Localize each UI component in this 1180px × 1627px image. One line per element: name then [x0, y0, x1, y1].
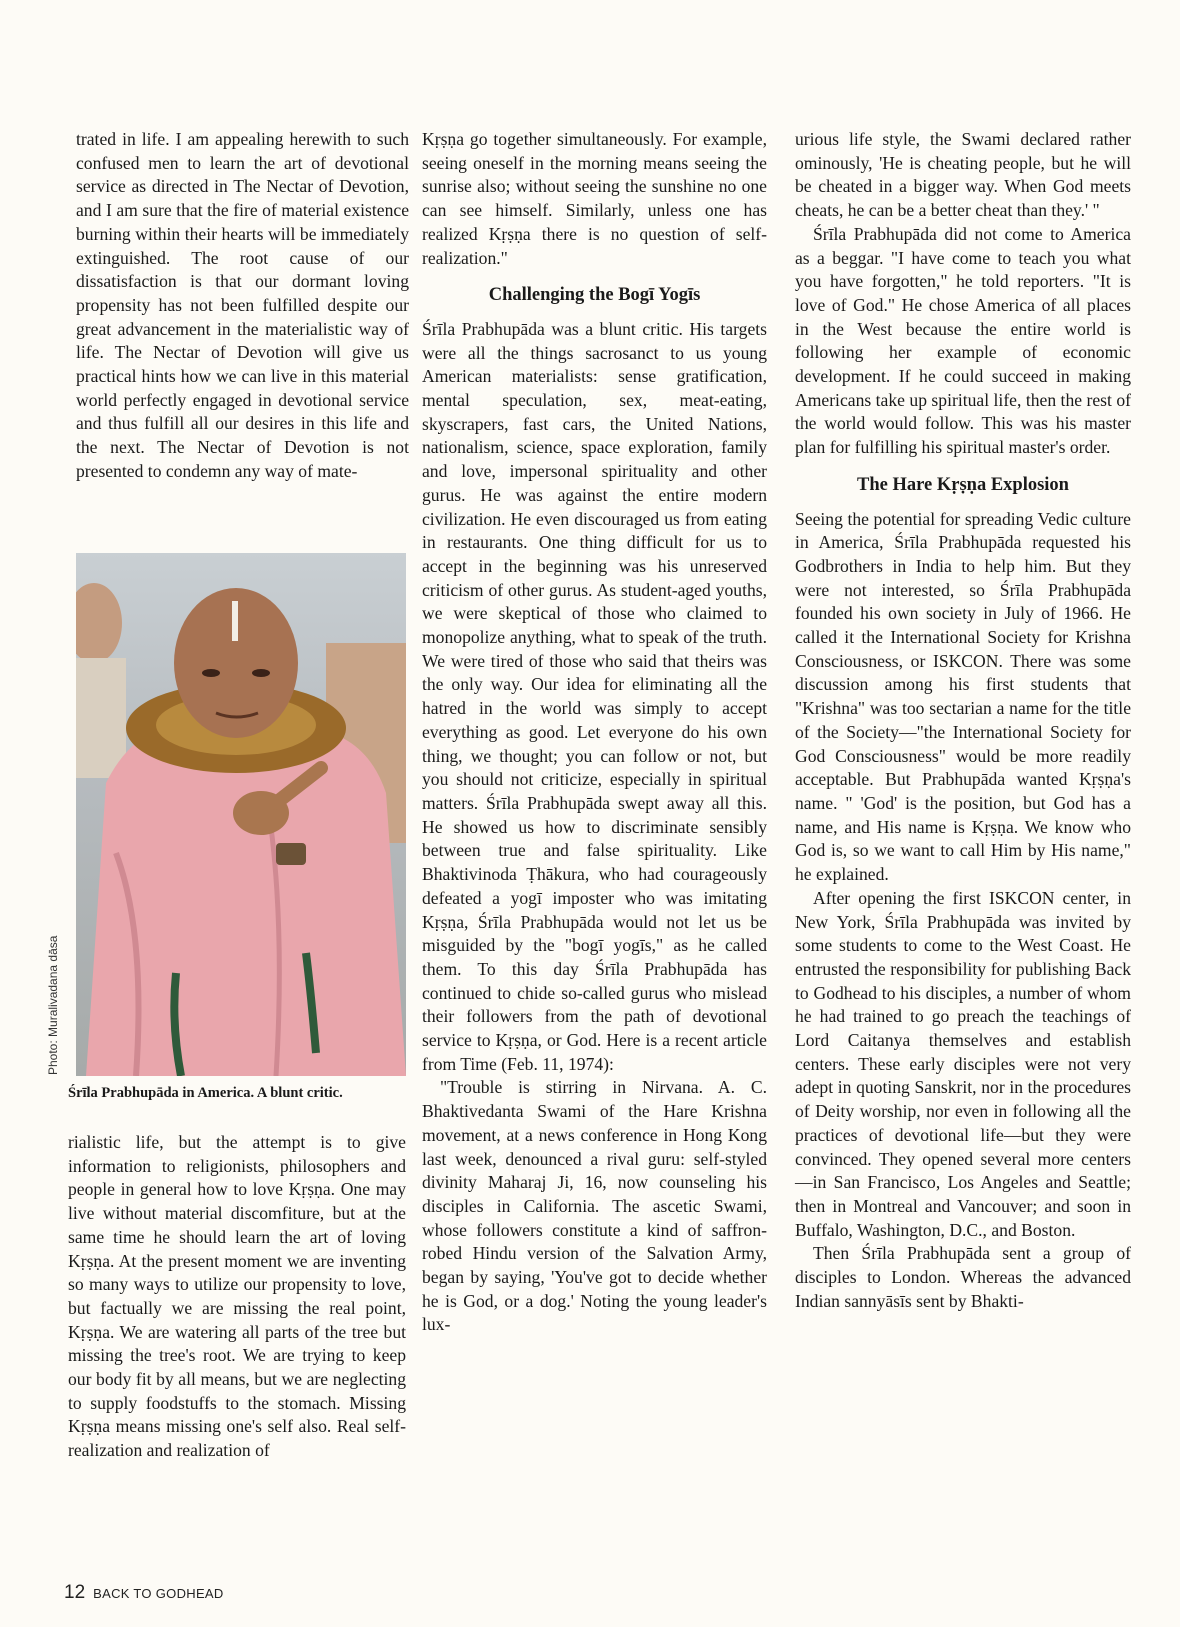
photo-prabhupada	[76, 553, 406, 1076]
eye	[252, 669, 270, 677]
pink-coat	[86, 728, 406, 1076]
paragraph: After opening the first ISKCON center, in New York, Śrīla Prabhupāda was invited by some students to come to the West Coast. He entrusted the responsibility for publishing Back to Godhead to his disciples, a number of whom he had trained to go preach the teachings of Lord Caitanya themselves and establish centers. These early disciples were not very adept in quoting Sanskrit, nor in the procedures of Deity worship, nor even in following all the practices of devotional life—but they were convinced. They opened several more centers—in San Francisco, Los Angeles and Seattle; then in Montreal and Vancouver; and soon in Buffalo, Washington, D.C., and Boston.	[795, 887, 1131, 1240]
paragraph: Śrīla Prabhupāda was a blunt critic. His targets were all the things sacrosanct to us young American materialists: sense gratification, mental speculation, sex, meat-eating, skyscrapers, fast cars, the United Nations, nationalism, science, space exploration, family and love, impersonal spirituality and other gurus. He was against the entire modern civilization. He even discouraged us from eating in restaurants. One thing difficult for us to accept in the beginning was his unreserved criticism of other gurus. As student-aged youths, we were skeptical of those who claimed to monopolize anything, what to speak of the truth. We were tired of those who said that theirs was the only way. Our idea for eliminating all the hatred in the world was simply to accept everything as good. Let everyone do his own thing, we thought; you can follow or not, but you should not criticize, especially in spiritual matters. Śrīla Prabhupāda swept away all this. He showed us how to discriminate sensibly between true and false spirituality. Like Bhaktivinoda Ṭhākura, who had courageously defeated a yogī imposter who was imitating Kṛṣṇa, Śrīla Prabhupāda would not let us be misguided by the "bogī yogīs," as he called them. To this day Śrīla Prabhupāda has continued to chide so-called gurus who mislead their followers from the path of devotional service to Kṛṣṇa, or God. Here is a recent article from Time (Feb. 11, 1974):	[422, 318, 767, 1074]
tilak-mark	[232, 601, 238, 641]
background-person-head	[76, 583, 122, 663]
paragraph: Śrīla Prabhupāda did not come to America as a beggar. "I have come to teach you what you have forgotten," he told reporters. "It is love of God." He chose America of all places in the West because the entire world is following her example of economic development. If he could succeed in making Americans take up spiritual life, then the rest of the world would follow. This was his master plan for fulfilling his spiritual master's order.	[795, 223, 1131, 458]
section-heading: The Hare Kṛṣṇa Explosion	[857, 474, 1069, 495]
portrait-illustration	[76, 553, 406, 1076]
paragraph: Seeing the potential for spreading Vedic culture in America, Śrīla Prabhupāda requested his Godbrothers in India to help him. But they were not interested, so Śrīla Prabhupāda founded his own society in July of 1966. He called it the International Society for Krishna Consciousness, or ISKCON. There was some discussion among his first students that "Krishna" was too sectarian a name for the title of the Society—"the International Society for God Consciousness" would be more readily acceptable. But Prabhupāda wanted Kṛṣṇa's name. " 'God' is the position, but God has a name, and His name is Kṛṣṇa. We know who God is, so we want to call Him by His name," he explained.	[795, 508, 1131, 885]
paragraph: rialistic life, but the attempt is to give information to religionists, philosophers and people in general how to love Kṛṣṇa. One may live without material discomfiture, but at the same time he should learn the art of loving Kṛṣṇa. At the present moment we are inventing so many ways to utilize our propensity to love, but factually we are missing the real point, Kṛṣṇa. We are watering all parts of the tree but missing the tree's root. We are trying to keep our body fit by all means, but we are neglecting to supply foodstuffs to the stomach. Missing Kṛṣṇa means missing one's self also. Real self-realization and realization of	[68, 1132, 406, 1461]
column-1-top	[76, 128, 409, 484]
column-3	[795, 128, 1131, 1313]
paragraph: urious life style, the Swami declared rather ominously, 'He is cheating people, but he will be cheated in a bigger way. When God meets cheats, he can be a better cheat than they.' "	[795, 129, 1131, 221]
photo-caption: Śrīla Prabhupāda in America. A blunt critic.	[68, 1085, 343, 1101]
photo-credit: Photo: Muralivadana dāsa	[46, 935, 60, 1075]
wristwatch	[276, 843, 306, 865]
paragraph: "Trouble is stirring in Nirvana. A. C. Bhaktivedanta Swami of the Hare Krishna movement, at a news conference in Hong Kong last week, denounced a rival guru: self-styled divinity Maharaj Ji, 16, now counseling his disciples in California. The ascetic Swami, whose followers constitute a kind of saffron-robed Hindu version of the Salvation Army, began by saying, 'You've got to decide whether he is God, or a dog.' Noting the young leader's lux-	[422, 1077, 767, 1335]
paragraph: trated in life. I am appealing herewith to such confused men to learn the art of devotional service as directed in The Nectar of Devotion, and I am sure that the fire of material existence burning within their hearts will be immediately extinguished. The root cause of our dissatisfaction is that our dormant loving propensity has not been fulfilled despite our great advancement in the materialistic way of life. The Nectar of Devotion will give us practical hints how we can live in this material world perfectly engaged in devotional service and thus fulfill all our desires in this life and the next. The Nectar of Devotion is not presented to condemn any way of mate-	[76, 129, 409, 481]
eye	[202, 669, 220, 677]
column-1-bottom	[68, 1131, 406, 1463]
background-person-cloth	[76, 658, 126, 778]
magazine-title: BACK TO GODHEAD	[93, 1586, 224, 1601]
paragraph: Kṛṣṇa go together simultaneously. For example, seeing oneself in the morning means seeing the sunrise also; without seeing the sunshine no one can see himself. Similarly, unless one has realized Kṛṣṇa there is no question of self-realization."	[422, 129, 767, 268]
column-2	[422, 128, 767, 1337]
page-number: 12	[64, 1582, 86, 1603]
page-footer	[64, 1582, 224, 1604]
section-heading: Challenging the Bogī Yogīs	[488, 285, 701, 306]
paragraph: Then Śrīla Prabhupāda sent a group of disciples to London. Whereas the advanced Indian sannyāsīs sent by Bhakti-	[795, 1243, 1131, 1311]
